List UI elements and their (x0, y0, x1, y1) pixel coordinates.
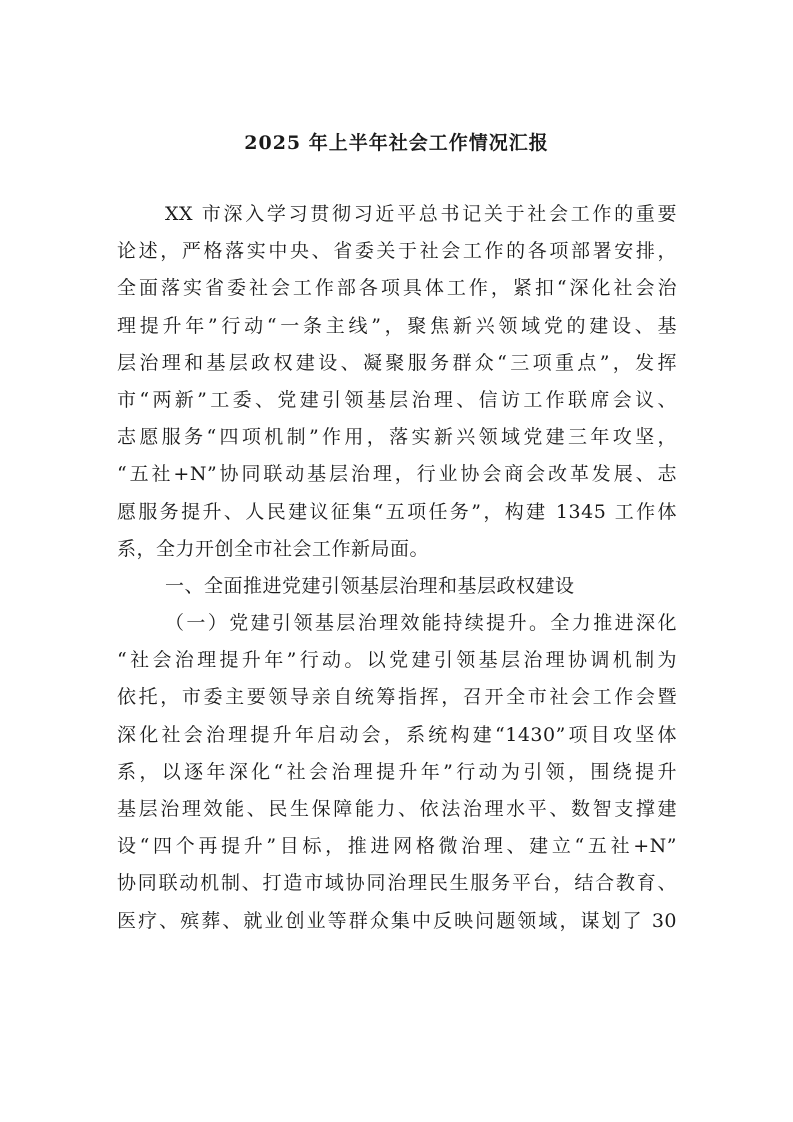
document-body (117, 196, 677, 940)
document-title: 2025 年上半年社会工作情况汇报 (244, 132, 549, 154)
section-heading-1: 一、全面推进党建引领基层治理和基层政权建设 (165, 574, 575, 597)
paragraph-1-line-6: 市“两新”工委、党建引领基层治理、信访工作联席会议、 (117, 388, 677, 411)
paragraph-2-line-9: 医疗、殡葬、就业创业等群众集中反映问题领域，谋划了 30 (117, 909, 677, 932)
paragraph-2-line-7: 设“四个再提升”目标，推进网格微治理、建立“五社+N” (117, 835, 677, 858)
paragraph-1-line-7: 志愿服务“四项机制”作用，落实新兴领域党建三年攻坚， (117, 426, 677, 449)
paragraph-2-line-2: “社会治理提升年”行动。以党建引领基层治理协调机制为 (117, 649, 677, 672)
paragraph-1-line-10: 系，全力开创全市社会工作新局面。 (117, 537, 430, 560)
paragraph-1-line-4: 理提升年”行动“一条主线”，聚焦新兴领域党的建设、基 (117, 314, 677, 337)
paragraph-2-line-6: 基层治理效能、民生保障能力、依法治理水平、数智支撑建 (117, 798, 677, 820)
paragraph-1-line-9: 愿服务提升、人民建议征集“五项任务”，构建 1345 工作体 (117, 500, 677, 523)
paragraph-2-line-4: 深化社会治理提升年启动会，系统构建“1430”项目攻坚体 (117, 723, 677, 746)
paragraph-1-line-8: “五社+N”协同联动基层治理，行业协会商会改革发展、志 (117, 463, 677, 486)
paragraph-1-line-3: 全面落实省委社会工作部各项具体工作，紧扣“深化社会治 (117, 277, 677, 300)
paragraph-1-line-1: XX 市深入学习贯彻习近平总书记关于社会工作的重要 (165, 203, 677, 225)
paragraph-1-line-2: 论述，严格落实中央、省委关于社会工作的各项部署安排， (117, 240, 677, 263)
paragraph-1-line-5: 层治理和基层政权建设、凝聚服务群众“三项重点”，发挥 (117, 351, 677, 374)
paragraph-2-line-1: （一）党建引领基层治理效能持续提升。全力推进深化 (165, 612, 677, 635)
paragraph-2-line-5: 系，以逐年深化“社会治理提升年”行动为引领，围绕提升 (117, 760, 677, 783)
paragraph-2-line-8: 协同联动机制、打造市域协同治理民生服务平台，结合教育、 (117, 872, 677, 895)
paragraph-2-line-3: 依托，市委主要领导亲自统筹指挥，召开全市社会工作会暨 (117, 686, 677, 709)
